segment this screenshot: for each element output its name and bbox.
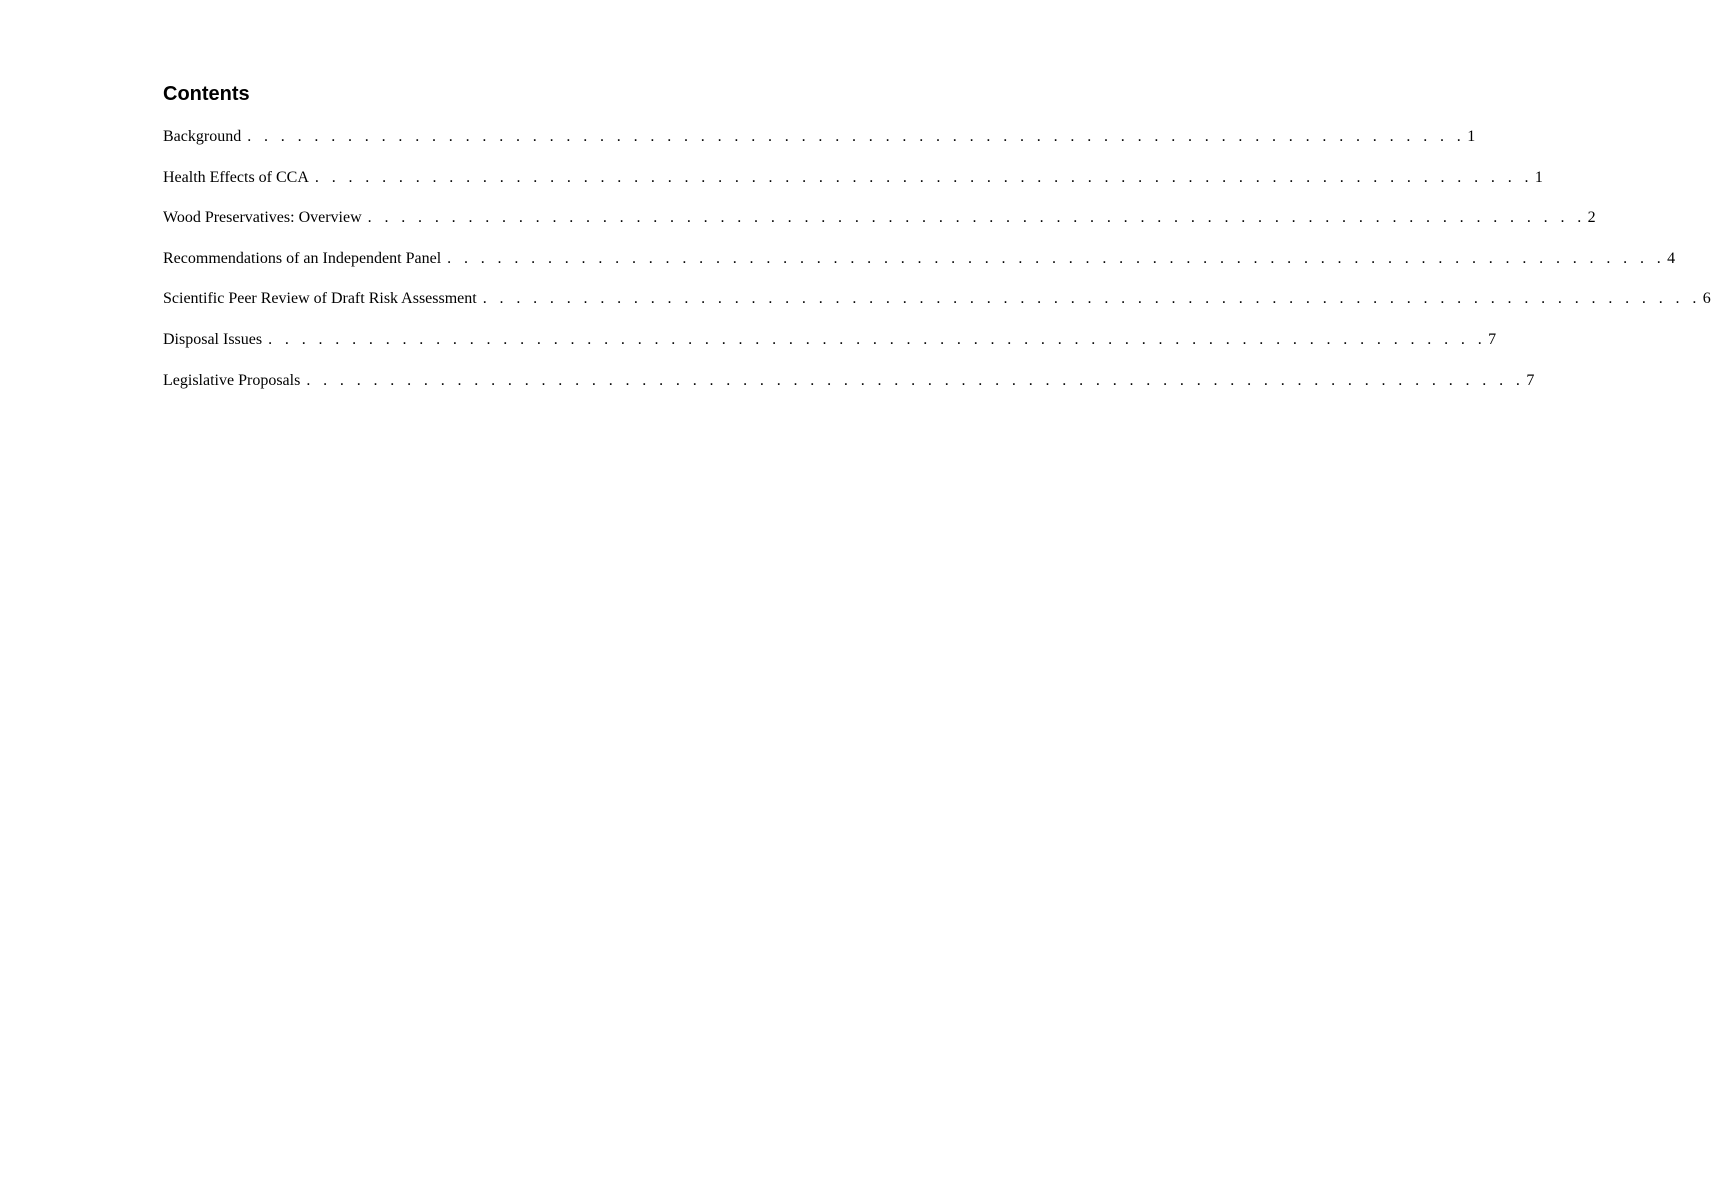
toc-entry-disposal-issues[interactable] xyxy=(163,329,1497,370)
toc-entry-label: Wood Preservatives: Overview xyxy=(163,209,362,227)
toc-entry-page-number: 7 xyxy=(1526,371,1535,389)
toc-entry-page-number: 1 xyxy=(1534,168,1543,186)
table-of-contents xyxy=(163,126,1711,410)
toc-entry-page-number: 2 xyxy=(1587,209,1596,227)
contents-page xyxy=(163,80,1711,410)
toc-leader-dots: . . . . . . . . . . . . . . . . . . . . . . . . . . . . . . . . . . . . . . . . . . . . . . . . . . . . . . . . . . . . . . . . . . . . . . . . . xyxy=(447,249,1666,267)
toc-entry-page-number: 1 xyxy=(1467,128,1476,145)
toc-entry-health-effects-of-cca[interactable] xyxy=(163,167,1543,208)
toc-leader-dots: . . . . . . . . . . . . . . . . . . . . . . . . . . . . . . . . . . . . . . . . . . . . . . . . . . . . . . . . . . . . . . . . . . . . . . . . . xyxy=(314,168,1533,186)
toc-leader-dots: . . . . . . . . . . . . . . . . . . . . . . . . . . . . . . . . . . . . . . . . . . . . . . . . . . . . . . . . . . . . . . . . . . . . . . . . . xyxy=(247,128,1466,145)
toc-entry-page-number: 6 xyxy=(1702,290,1711,308)
toc-leader-dots: . . . . . . . . . . . . . . . . . . . . . . . . . . . . . . . . . . . . . . . . . . . . . . . . . . . . . . . . . . . . . . . . . . . . . . . . . xyxy=(482,290,1701,308)
toc-entry-page-number: 4 xyxy=(1667,249,1676,267)
toc-entry-background[interactable] xyxy=(163,126,1476,167)
toc-entry-label: Background xyxy=(163,128,242,145)
toc-entry-scientific-peer-review[interactable] xyxy=(163,288,1711,329)
toc-entry-page-number: 7 xyxy=(1488,330,1497,348)
toc-entry-label: Legislative Proposals xyxy=(163,371,301,389)
toc-leader-dots: . . . . . . . . . . . . . . . . . . . . . . . . . . . . . . . . . . . . . . . . . . . . . . . . . . . . . . . . . . . . . . . . . . . . . . . . . xyxy=(367,209,1586,227)
toc-leader-dots: . . . . . . . . . . . . . . . . . . . . . . . . . . . . . . . . . . . . . . . . . . . . . . . . . . . . . . . . . . . . . . . . . . . . . . . . . xyxy=(306,371,1525,389)
contents-heading: Contents xyxy=(163,83,250,105)
toc-entry-recommendations-independent-panel[interactable] xyxy=(163,248,1676,289)
toc-entry-legislative-proposals[interactable] xyxy=(163,370,1535,411)
toc-entry-label: Recommendations of an Independent Panel xyxy=(163,249,442,267)
toc-entry-label: Health Effects of CCA xyxy=(163,168,309,186)
toc-entry-label: Scientific Peer Review of Draft Risk Assessment xyxy=(163,290,477,308)
toc-entry-label: Disposal Issues xyxy=(163,330,263,348)
toc-entry-wood-preservatives-overview[interactable] xyxy=(163,207,1596,248)
toc-leader-dots: . . . . . . . . . . . . . . . . . . . . . . . . . . . . . . . . . . . . . . . . . . . . . . . . . . . . . . . . . . . . . . . . . . . . . . . . . xyxy=(268,330,1487,348)
